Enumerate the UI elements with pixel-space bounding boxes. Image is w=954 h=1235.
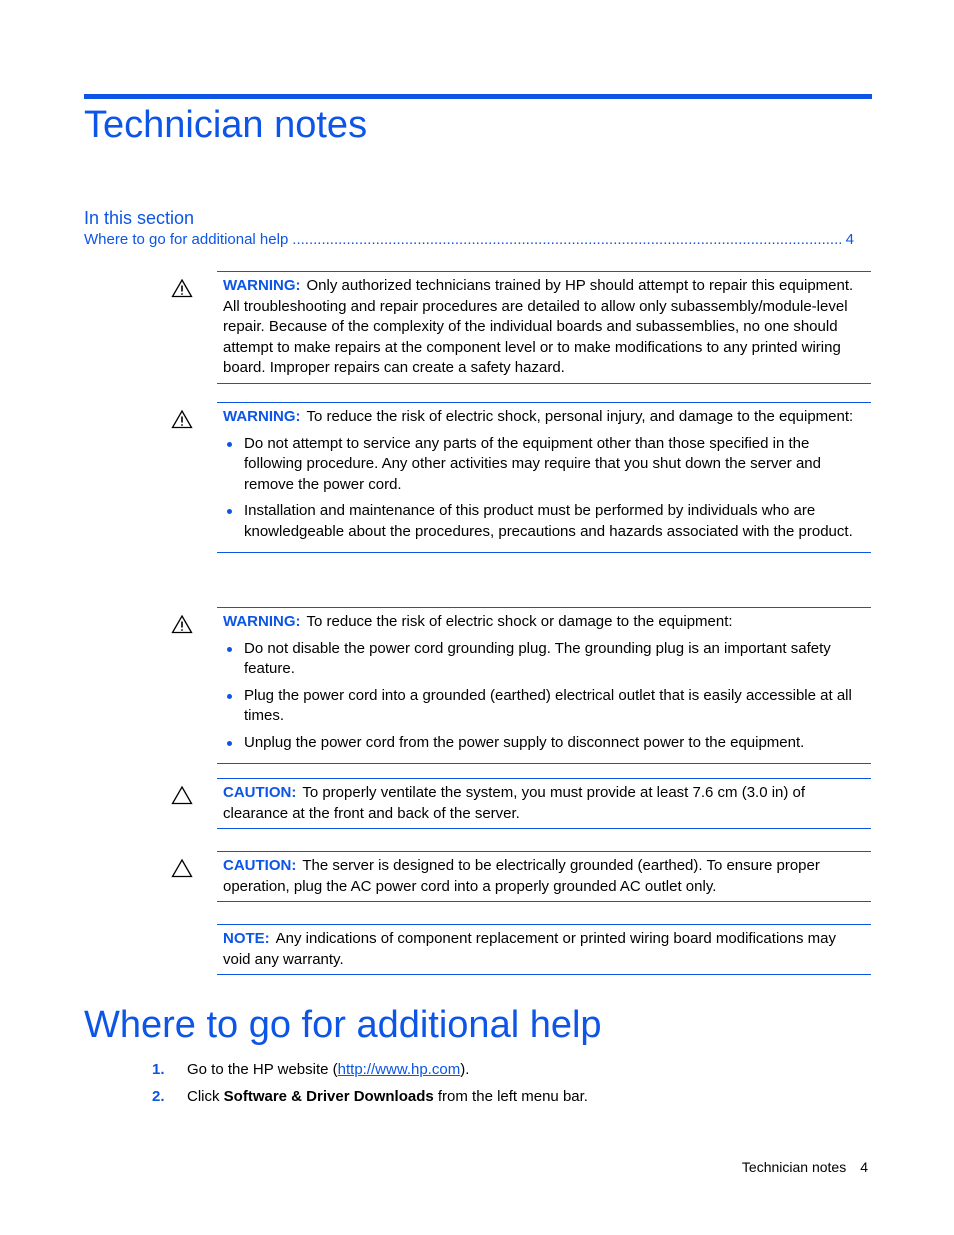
list-item: Installation and maintenance of this product must be performed by individuals who are knowledgeable about the procedures, precautions and hazards associated with the product. <box>244 501 867 542</box>
notice-text: To reduce the risk of electric shock, personal injury, and damage to the equipment: <box>306 408 854 425</box>
page-footer <box>742 1159 868 1175</box>
bullet-list <box>223 434 867 543</box>
warning-notice <box>217 607 871 764</box>
step-number: 1. <box>152 1061 165 1078</box>
bullet-list <box>223 639 867 754</box>
notice-keyword: CAUTION: <box>223 857 297 874</box>
menu-label: Software & Driver Downloads <box>223 1088 434 1105</box>
notice-text: Only authorized technicians trained by HP should attempt to repair this equipment. All troubleshooting and repair procedures are detailed to allow only subassembly/module-level repair. Because of the complexity of the individual boards and subassemblies, no one should attempt to make repairs at the component level or to make modifications to any printed wiring board. Improper repairs can create a safety hazard. <box>223 277 854 376</box>
step-item <box>152 1083 588 1110</box>
notice-keyword: WARNING: <box>223 408 301 425</box>
caution-notice <box>217 851 871 902</box>
list-item: Plug the power cord into a grounded (earthed) electrical outlet that is easily accessible at all times. <box>244 686 867 727</box>
toc-leader <box>292 231 841 248</box>
warning-notice <box>217 271 871 384</box>
step-text: Go to the HP website (http://www.hp.com). <box>187 1061 470 1078</box>
warning-icon <box>171 409 193 429</box>
help-section-title: Where to go for additional help <box>84 1004 602 1046</box>
notice-text: To reduce the risk of electric shock or damage to the equipment: <box>306 613 733 630</box>
notice-keyword: WARNING: <box>223 277 301 294</box>
caution-icon <box>171 858 193 878</box>
step-item <box>152 1056 588 1083</box>
toc-label[interactable]: Where to go for additional help <box>84 231 289 248</box>
notice-keyword: WARNING: <box>223 613 301 630</box>
warning-notice <box>217 402 871 553</box>
footer-section: Technician notes <box>741 1159 847 1175</box>
list-item: Do not disable the power cord grounding plug. The grounding plug is an important safety feature. <box>244 639 867 680</box>
notice-keyword: CAUTION: <box>223 784 297 801</box>
notice-text: The server is designed to be electrically grounded (earthed). To ensure proper operation, plug the AC power cord into a properly grounded AC outlet only. <box>223 857 820 895</box>
toc-page[interactable]: 4 <box>845 231 854 248</box>
caution-notice <box>217 778 871 829</box>
list-item: Do not attempt to service any parts of the equipment other than those specified in the following procedure. Any other activities may require that you shut down the server and remove the power cord. <box>244 434 867 496</box>
footer-page-number: 4 <box>860 1159 868 1175</box>
notice-text: To properly ventilate the system, you must provide at least 7.6 cm (3.0 in) of clearance at the front and back of the server. <box>223 784 806 822</box>
caution-icon <box>171 785 193 805</box>
steps-list <box>152 1056 588 1110</box>
toc-entry[interactable] <box>84 231 854 248</box>
title-rule <box>84 94 872 99</box>
section-intro: In this section <box>84 208 195 228</box>
notice-keyword: NOTE: <box>223 930 270 947</box>
step-number: 2. <box>152 1088 165 1105</box>
page-title: Technician notes <box>84 104 368 146</box>
list-item: Unplug the power cord from the power supply to disconnect power to the equipment. <box>244 733 867 754</box>
note-notice <box>217 924 871 975</box>
warning-icon <box>171 278 193 298</box>
step-text: Click Software & Driver Downloads from the left menu bar. <box>187 1088 588 1105</box>
warning-icon <box>171 614 193 634</box>
hp-website-link[interactable]: http://www.hp.com <box>337 1061 461 1078</box>
notice-text: Any indications of component replacement or printed wiring board modifications may void any warranty. <box>223 930 836 968</box>
